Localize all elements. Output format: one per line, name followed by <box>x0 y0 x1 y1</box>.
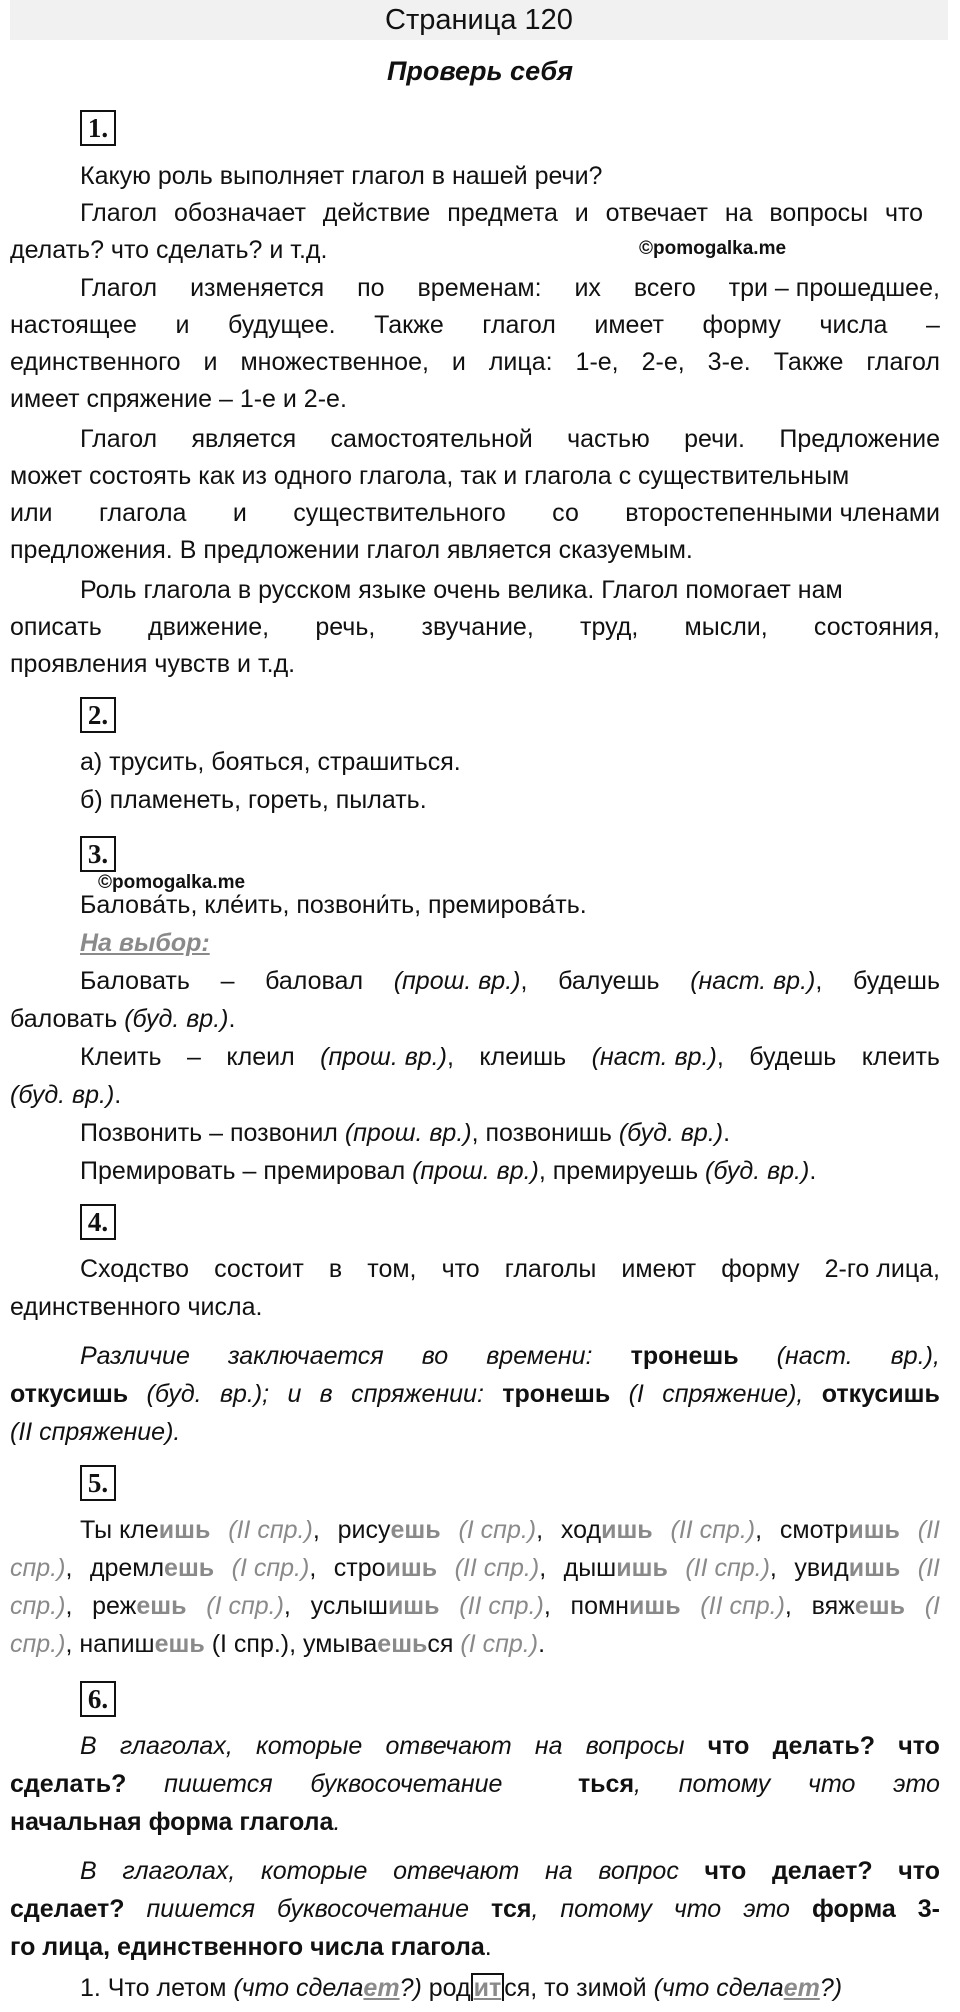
task4-p1-line2: единственного числа. <box>10 1293 263 1321</box>
ending-box: ит <box>471 1973 505 2001</box>
task1-p1-line1: Глагол обозначает действие предмета и отвечает на вопросы что <box>80 199 924 227</box>
task-number-2: 2. <box>80 697 116 733</box>
task3-baluet-line2: баловать (буд. вр.). <box>10 1005 236 1033</box>
task4-p2-line1: Различие заключается во времени: тронешь (наст. вр.), <box>80 1342 940 1370</box>
task1-p2-line4: имеет спряжение – 1-е и 2-е. <box>10 385 347 413</box>
task-number-4: 4. <box>80 1204 116 1240</box>
watermark-2: ©pomogalka.me <box>98 872 246 893</box>
task3-premirovat: Премировать – премировал (прош. вр.), премируешь (буд. вр.). <box>80 1157 817 1185</box>
task6-p2-line1: В глаголах, которые отвечают на вопрос что делает? что <box>80 1857 940 1885</box>
task-number-6: 6. <box>80 1681 116 1717</box>
task1-p4-line1: Роль глагола в русском языке очень велика. Глагол помогает нам <box>80 576 843 604</box>
task3-kleit-line2: (буд. вр.). <box>10 1081 122 1109</box>
task-number-5: 5. <box>80 1465 116 1501</box>
task3-words: Балова́ть, кле́ить, позвони́ть, премирова́ть. <box>80 891 587 919</box>
task1-p3-line4: предложения. В предложении глагол является сказуемым. <box>10 536 693 564</box>
task5-line2: спр.), дремлешь (I спр.), строишь (II спр.), дышишь (II спр.), увидишь (II <box>10 1554 940 1582</box>
task-number-3: 3. <box>80 836 116 872</box>
task6-p2-line3: го лица, единственного числа глагола. <box>10 1933 492 1961</box>
task1-p2-line1: Глагол изменяется по временам: их всего три – прошедшее, <box>80 274 940 302</box>
task2-b: б) пламенеть, гореть, пылать. <box>80 786 427 814</box>
task1-p3-line1: Глагол является самостоятельной частью речи. Предложение <box>80 425 940 453</box>
task-number-1: 1. <box>80 110 116 146</box>
task1-p3-line3: или глагола и существительного со второстепенными членами <box>10 499 940 527</box>
task1-question: Какую роль выполняет глагол в нашей речи? <box>80 162 603 190</box>
page-number-title: Страница 120 <box>385 4 573 36</box>
task2-a: а) трусить, бояться, страшиться. <box>80 748 461 776</box>
task4-p2-line2: откусишь (буд. вр.); и в спряжении: тронешь (I спряжение), откусишь <box>10 1380 940 1408</box>
watermark-1: ©pomogalka.me <box>639 238 787 259</box>
task1-p2-line2: настоящее и будущее. Также глагол имеет форму числа – <box>10 311 940 339</box>
task5-line1: Ты клеишь (II спр.), рисуешь (I спр.), ходишь (II спр.), смотришь (II <box>80 1516 940 1544</box>
task3-choice-label: На выбор: <box>80 929 210 957</box>
task3-kleit-line1: Клеить – клеил (прош. вр.), клеишь (наст. вр.), будешь клеить <box>80 1043 940 1071</box>
task5-line3: спр.), режешь (I спр.), услышишь (II спр.), помнишь (II спр.), вяжешь (I <box>10 1592 940 1620</box>
task5-line4: спр.), напишешь (I спр.), умываешься (I спр.). <box>10 1630 546 1658</box>
task1-p4-line3: проявления чувств и т.д. <box>10 650 296 678</box>
section-title: Проверь себя <box>386 56 574 86</box>
task1-p1-line2: делать? что сделать? и т.д. <box>10 236 328 264</box>
task1-p3-line2: может состоять как из одного глагола, так и глагола с существительным <box>10 462 850 490</box>
task6-p1-line2: сделать? пишется буквосочетание ться, потому что это <box>10 1770 940 1798</box>
task4-p1-line1: Сходство состоит в том, что глаголы имеют форму 2-го лица, <box>80 1255 940 1283</box>
task1-p2-line3: единственного и множественное, и лица: 1-е, 2-е, 3-е. Также глагол <box>10 348 940 376</box>
task4-p2-line3: (II спряжение). <box>10 1418 181 1446</box>
task1-p4-line2: описать движение, речь, звучание, труд, мысли, состояния, <box>10 613 940 641</box>
task6-p1-line3: начальная форма глагола. <box>10 1808 341 1836</box>
task3-pozvonit: Позвонить – позвонил (прош. вр.), позвонишь (буд. вр.). <box>80 1119 731 1147</box>
page-header <box>10 0 948 40</box>
task6-example-1: 1. Что летом (что сделает?) род ит ся, то зимой (что сделает?) <box>80 1974 843 2002</box>
task3-baluet-line1: Баловать – баловал (прош. вр.), балуешь (наст. вр.), будешь <box>80 967 940 995</box>
task6-p2-line2: сделает? пишется буквосочетание тся, потому что это форма 3- <box>10 1895 940 1923</box>
task6-p1-line1: В глаголах, которые отвечают на вопросы что делать? что <box>80 1732 940 1760</box>
